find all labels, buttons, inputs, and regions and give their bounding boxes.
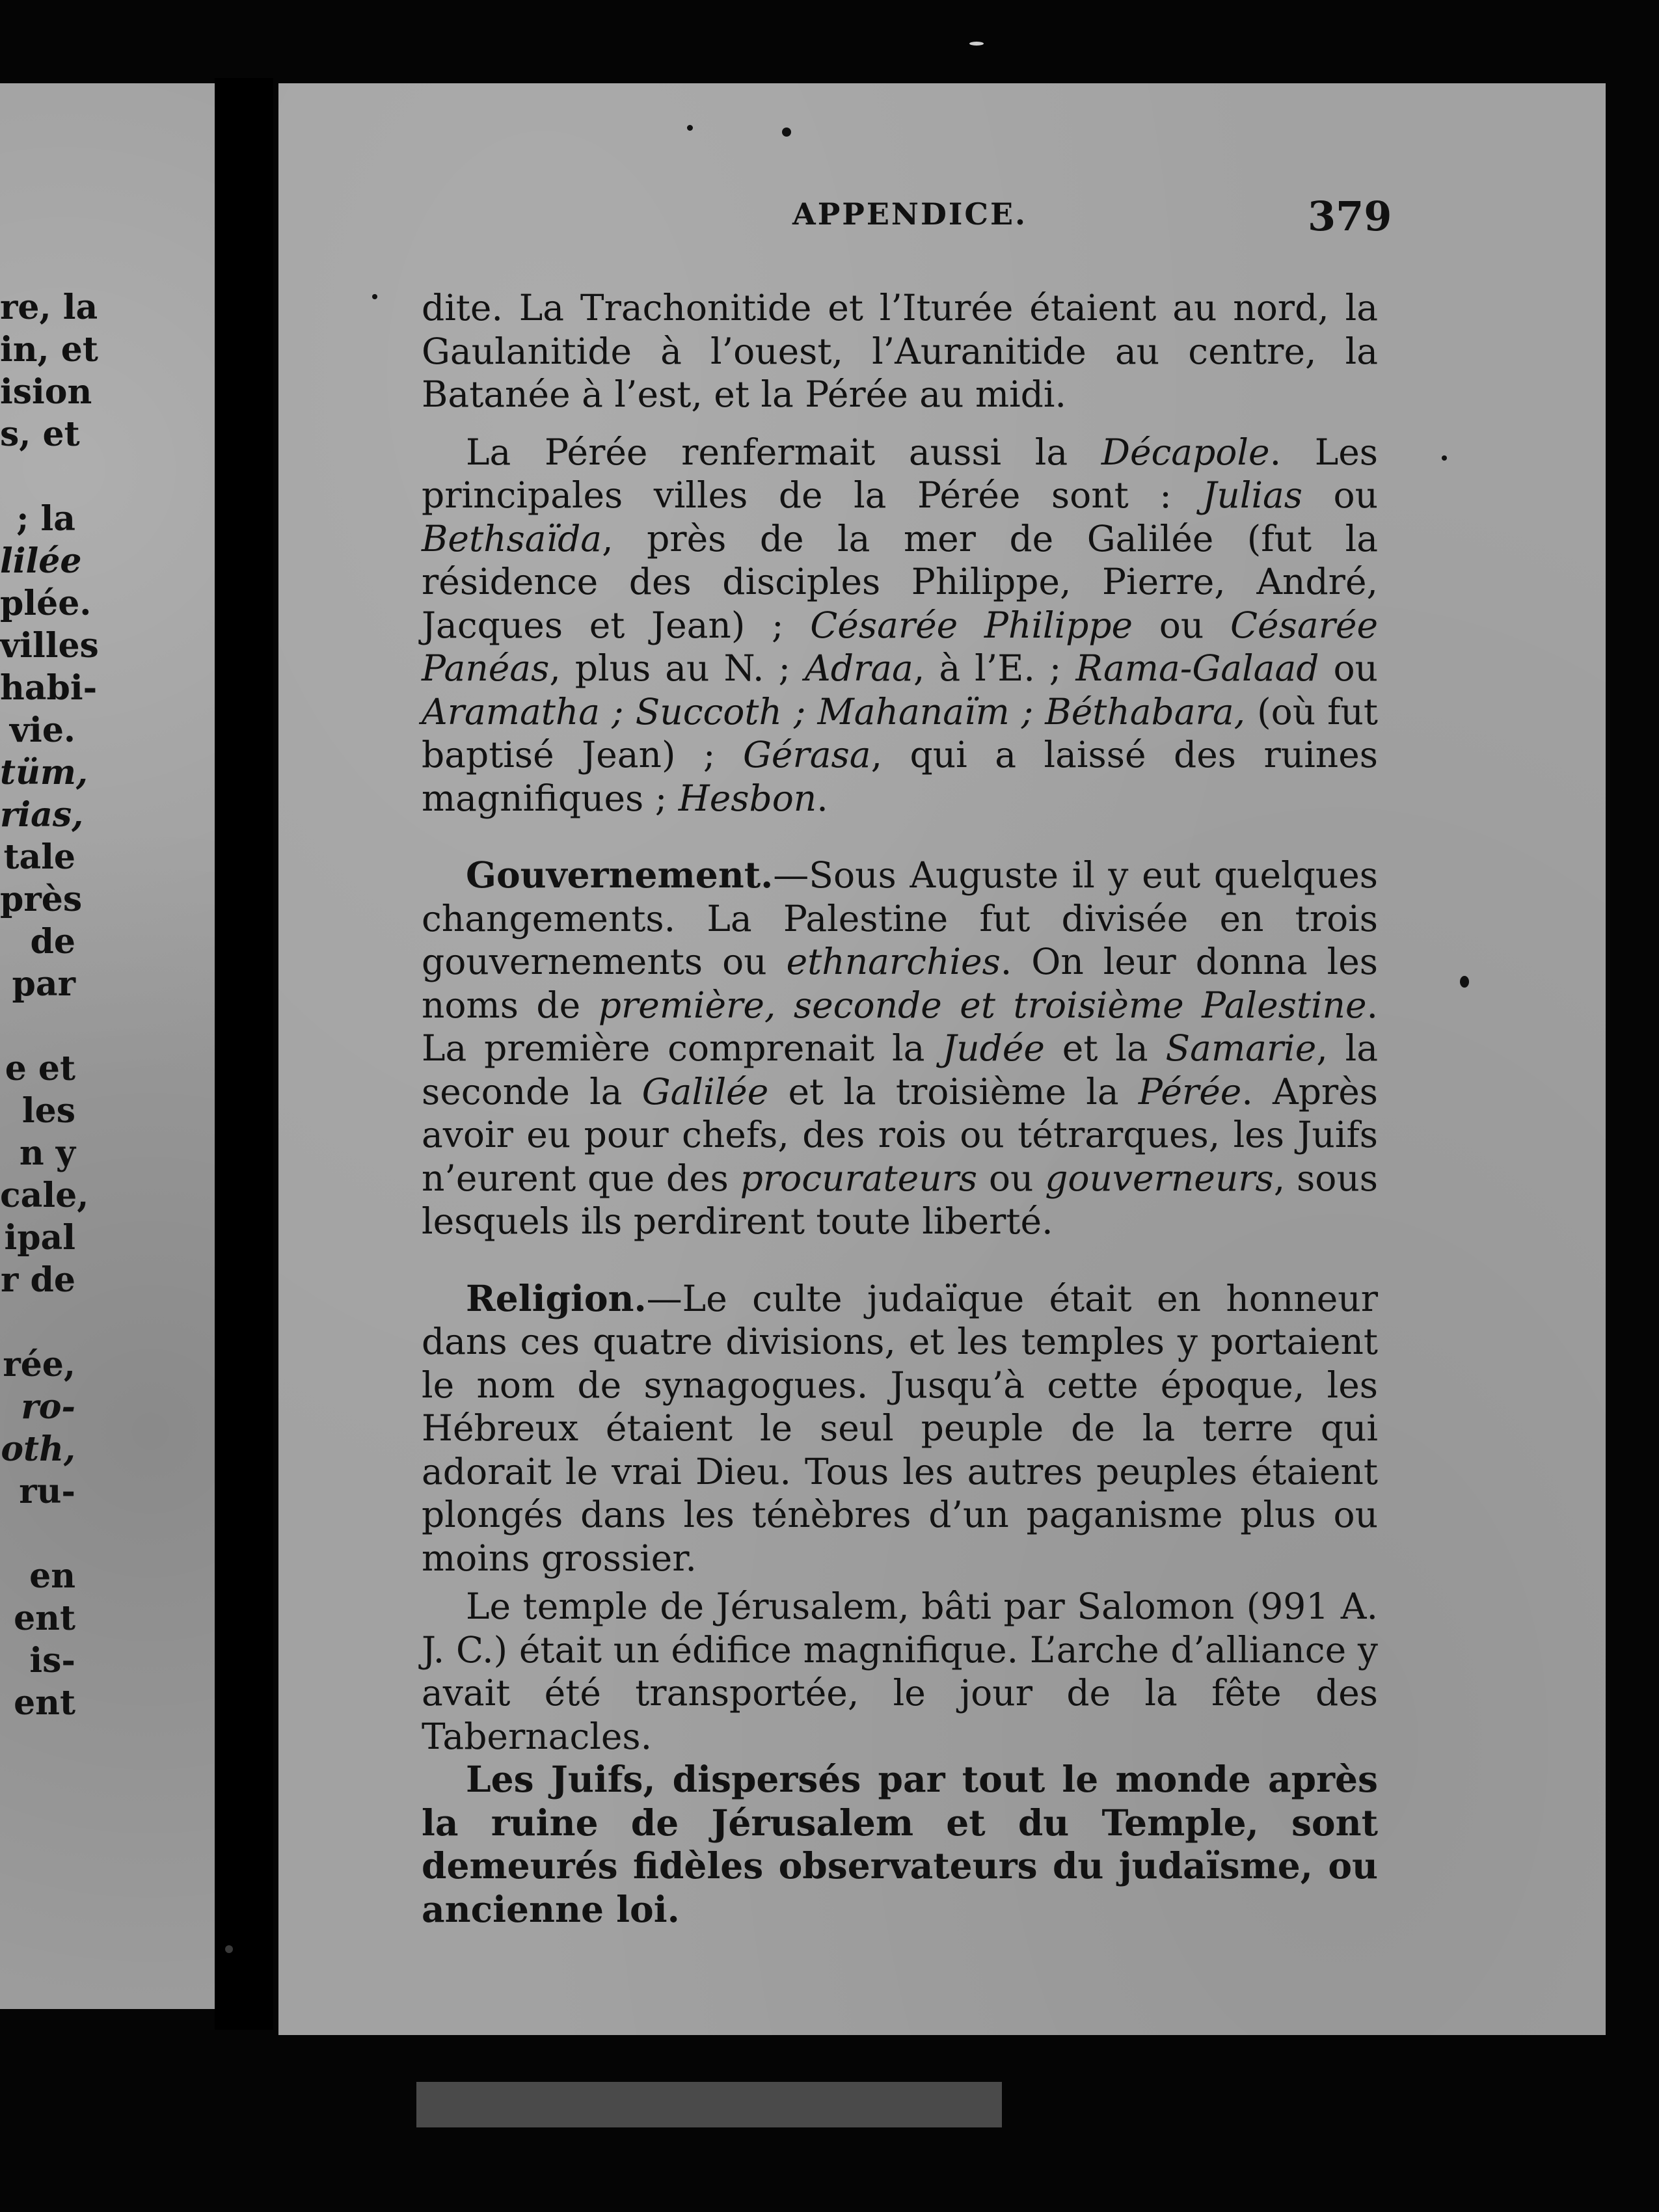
left-text-fragment: villes [0,626,99,666]
section-heading: Religion. [466,1276,647,1319]
paragraph-gouvernement: Gouvernement.—Sous Auguste il y eut quelques changements. La Palestine fut divisée en trois gouvernements ou ethnarchies. On leur donna les noms de première, seconde et troisième Palestine. La première comprenait la Judée et la Samarie, la seconde la Galilée et la troisième la Pérée. Après avoir eu pour chefs, des rois ou tétrarques, les Juifs n’eurent que des procurateurs ou gouverneurs, sous lesquels ils perdirent toute liberté. [422,854,1379,1242]
left-text-fragment: ent [14,1683,75,1723]
left-text-fragment: ent [14,1598,75,1638]
left-text-fragment: s, et [0,414,80,454]
scan-speck [1442,455,1447,461]
scan-speck [687,125,693,131]
left-text-fragment: in, et [0,330,98,370]
paragraph-2: La Pérée renfermait aussi la Décapole. Les principales villes de la Pérée sont : Julias ou Bethsaïda, près de la mer de Galilée (fut la résidence des disciples Philippe, Pierre, André, Jacques et Jean) ; Césarée Philippe ou Césarée Panéas, plus au N. ; Adraa, à l’E. ; Rama-Galaad ou Aramatha ; Succoth ; Mahanaïm ; Béthabara, (où fut baptisé Jean) ; Gérasa, qui a laissé des ruines magnifiques ; Hesbon. [422,431,1379,819]
left-text-fragment: is- [29,1641,75,1680]
scan-speck [372,294,377,299]
left-text-fragment: ro- [21,1387,75,1427]
scan-speck [782,128,791,137]
bottom-scan-shadow [416,2082,1002,2127]
left-text-fragment: près [0,880,83,919]
left-text-fragment: re, la [0,288,98,327]
scan-speck [1460,976,1469,988]
body-text [422,286,1378,1931]
left-text-fragment: de [30,922,75,962]
left-text-fragment: n y [19,1133,75,1173]
left-text-fragment: cale, [0,1176,89,1215]
left-text-fragment: ; la [16,499,75,539]
page-number: 379 [1308,193,1392,240]
left-text-fragment: par [12,964,75,1004]
scan-speck [969,42,984,46]
left-text-fragment: en [29,1556,75,1596]
running-header: APPENDICE. [792,196,1028,232]
left-text-fragment: rée, [3,1345,75,1384]
left-text-fragment: r de [1,1260,75,1300]
left-text-fragment: ision [0,372,92,412]
left-text-fragment: les [21,1091,75,1131]
left-text-fragment: ipal [4,1218,75,1258]
paragraph-religion: Religion.—Le culte judaïque était en honneur dans ces quatre divisions, et les temples y portaient le nom de synagogues. Jusqu’à cette époque, les Hébreux étaient le seul peuple de la terre qui adorait le vrai Dieu. Tous les autres peuples étaient plongés dans les ténèbres d’un paganisme plus ou moins grossier. [422,1276,1378,1579]
left-text-fragment: oth, [1,1429,75,1469]
left-text-fragment: tüm, [0,753,88,792]
left-text-fragment: lilée [0,541,82,581]
paragraph-temple: Le temple de Jérusalem, bâti par Salomon (991 A. J. C.) était un édifice magnifique. L’arche d’alliance y avait été transportée, le jour de la fête des Tabernacles. [422,1585,1378,1757]
left-text-fragment: plée. [0,584,92,623]
left-text-fragment: e et [5,1049,75,1088]
paragraph-juifs: Les Juifs, dispersés par tout le monde après la ruine de Jérusalem et du Temple, sont demeurés fidèles observateurs du judaïsme, ou ancienne loi. [422,1758,1378,1930]
paragraph-1: dite. La Trachonitide et l’Iturée étaient au nord, la Gaulanitide à l’ouest, l’Auranitide au centre, la Batanée à l’est, et la Pérée au midi. [422,287,1378,415]
left-text-fragment: vie. [9,710,75,750]
left-text-fragment: rias, [0,795,84,835]
left-text-fragment: habi- [0,668,98,708]
left-text-fragment: tale [3,837,75,877]
section-heading: Gouvernement. [466,854,774,896]
left-text-fragment: ru- [19,1472,75,1511]
gutter-shadow [215,78,273,2030]
scan-speck [225,1945,233,1953]
